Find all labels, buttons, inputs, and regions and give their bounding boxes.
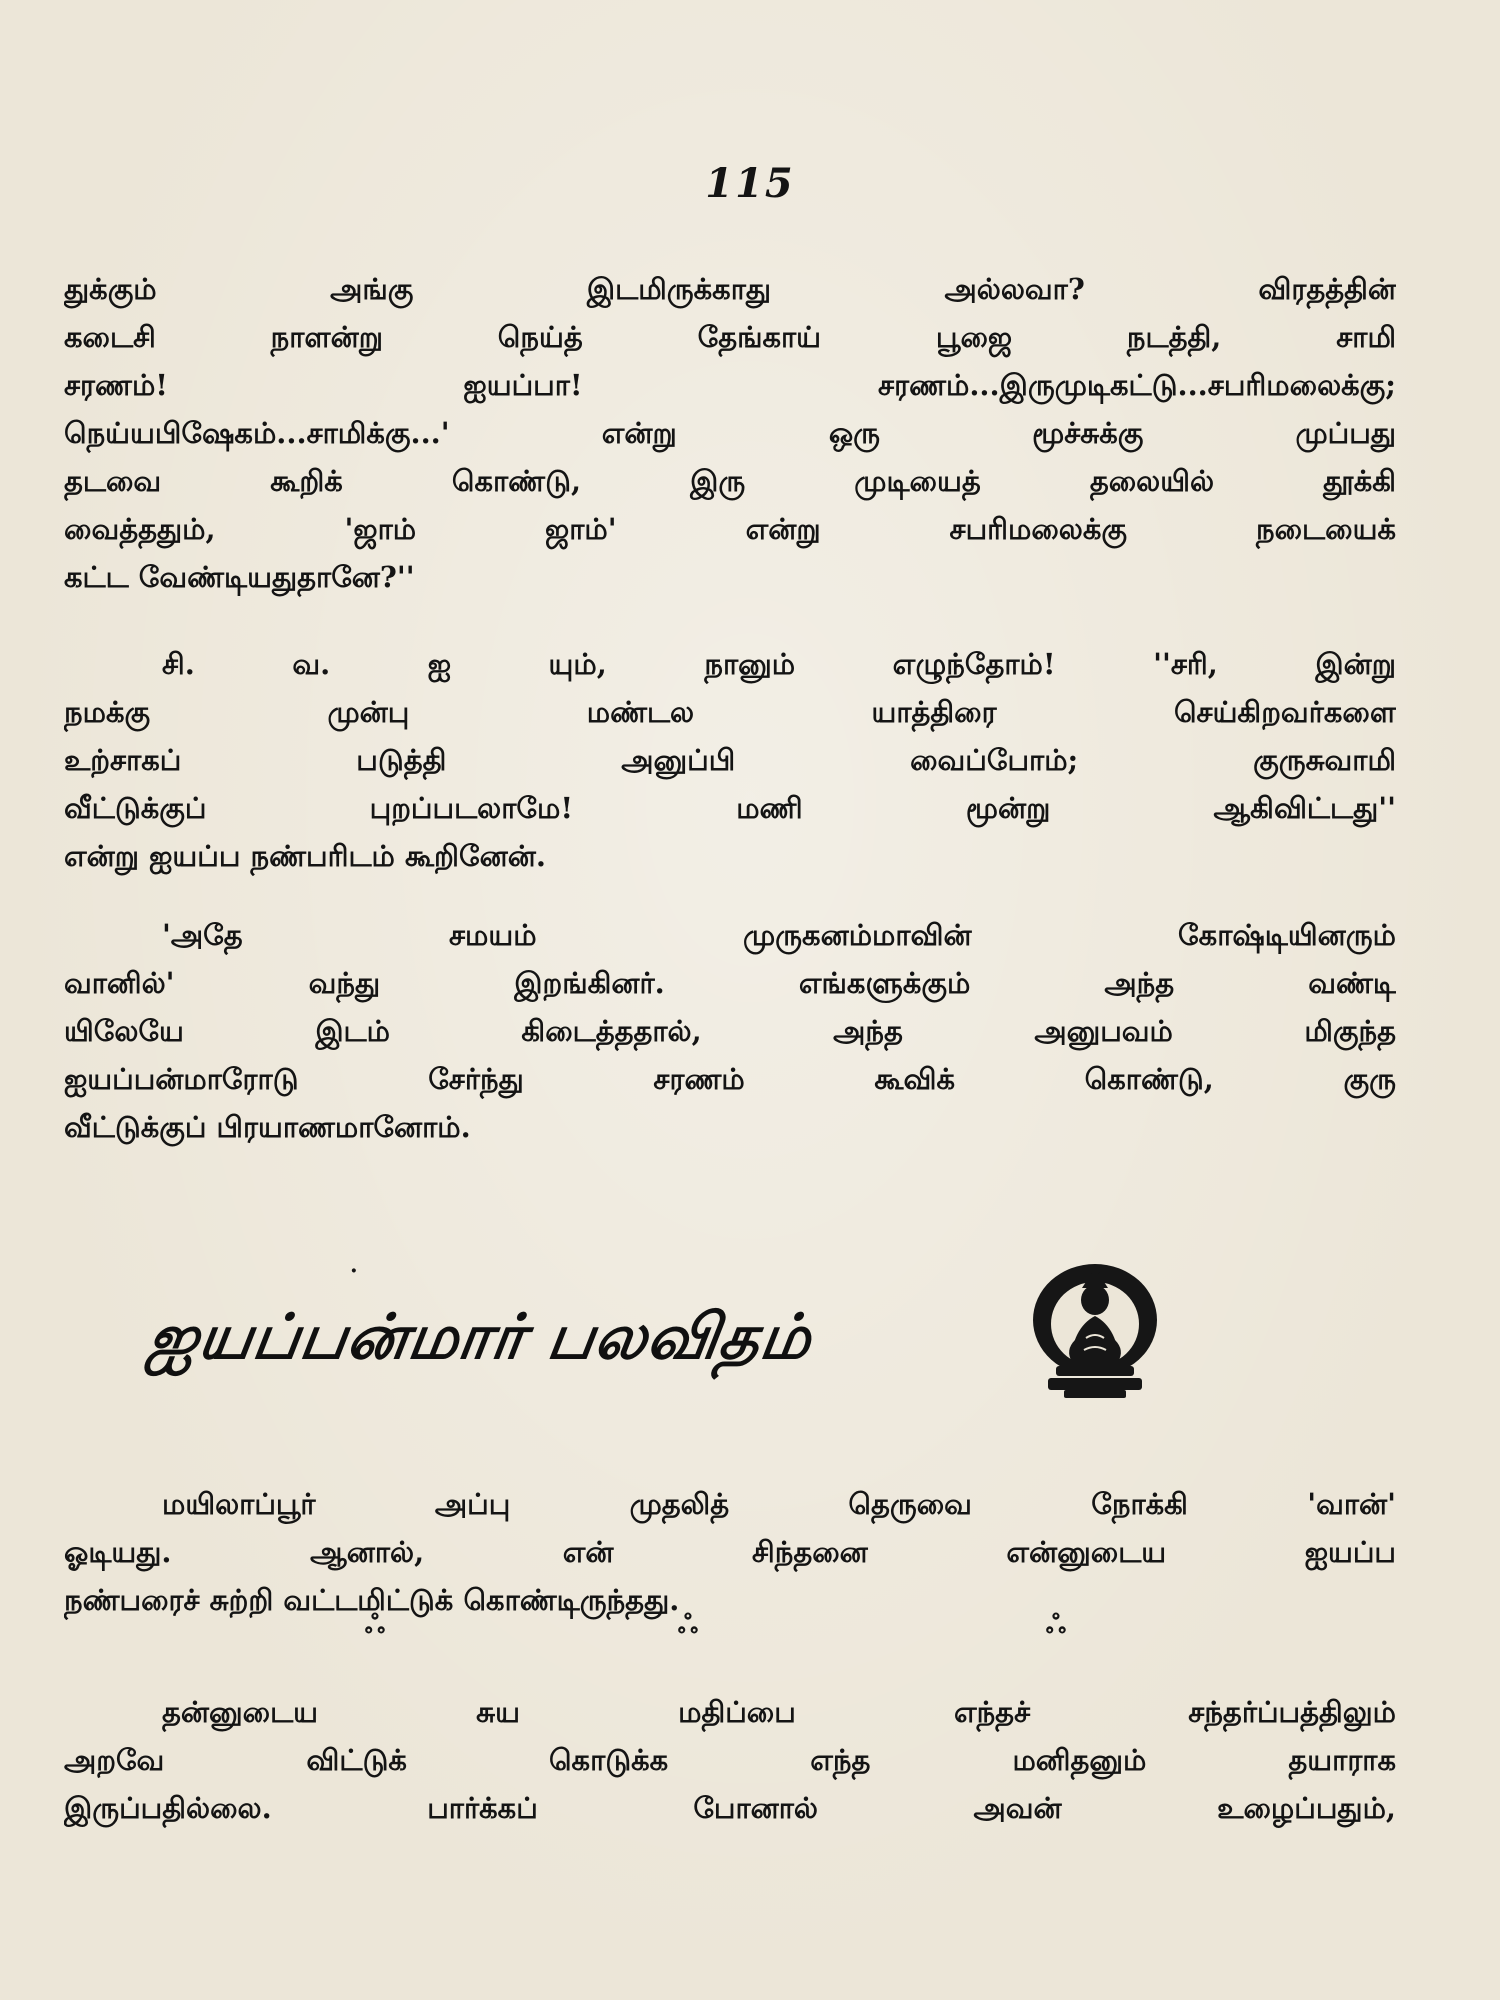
ornament-glyph: ஃ — [677, 1610, 699, 1640]
paragraph-4 — [64, 1480, 1396, 1624]
section-break-ornaments — [0, 1610, 1500, 1650]
text-line: சி. வ. ஐ யும், நானும் எழுந்தோம்! ''சரி, இன்று — [162, 647, 1396, 681]
ornament-glyph: ஃ — [364, 1610, 386, 1640]
text-line: என்று ஐயப்ப நண்பரிடம் கூறினேன். — [64, 839, 546, 873]
paragraph-2 — [64, 640, 1396, 880]
paragraph-3 — [64, 911, 1396, 1151]
text-line: தடவை கூறிக் கொண்டு, இரு முடியைத் தலையில் தூக்கி — [64, 464, 1396, 498]
text-line: நெய்யபிஷேகம்...சாமிக்கு...' என்று ஒரு மூச்சுக்கு முப்பது — [64, 416, 1396, 450]
text-line: வைத்ததும், 'ஜாம் ஜாம்' என்று சபரிமலைக்கு நடையைக் — [64, 512, 1396, 546]
stray-mark: · — [350, 1258, 358, 1284]
text-line: உற்சாகப் படுத்தி அனுப்பி வைப்போம்; குருசுவாமி — [64, 743, 1396, 777]
page-number: 115 — [705, 160, 795, 207]
text-line: ஓடியது. ஆனால், என் சிந்தனை என்னுடைய ஐயப்ப — [64, 1535, 1396, 1569]
text-line: கட்ட வேண்டியதுதானே?'' — [64, 560, 415, 594]
paragraph-1 — [64, 265, 1396, 601]
paragraph-5 — [64, 1688, 1396, 1832]
text-line: வானில்' வந்து இறங்கினர். எங்களுக்கும் அந்த வண்டி — [64, 966, 1396, 1000]
section-title: ஐயப்பன்மார் பலவிதம் — [143, 1300, 817, 1373]
text-line: தன்னுடைய சுய மதிப்பை எந்தச் சந்தர்ப்பத்திலும் — [162, 1695, 1396, 1729]
text-line: அறவே விட்டுக் கொடுக்க எந்த மனிதனும் தயாராக — [64, 1743, 1396, 1777]
ayyappa-deity-icon — [1020, 1258, 1170, 1403]
text-line: வீட்டுக்குப் பிரயாணமானோம். — [64, 1110, 471, 1144]
ornament-glyph: ஃ — [1045, 1610, 1067, 1640]
text-line: யிலேயே இடம் கிடைத்ததால், அந்த அனுபவம் மிகுந்த — [64, 1014, 1396, 1048]
text-line: துக்கும் அங்கு இடமிருக்காது அல்லவா? விரதத்தின் — [64, 272, 1396, 306]
text-line: வீட்டுக்குப் புறப்படலாமே! மணி மூன்று ஆகிவிட்டது'' — [64, 791, 1396, 825]
text-line: இருப்பதில்லை. பார்க்கப் போனால் அவன் உழைப்பதும், — [64, 1791, 1396, 1825]
text-line: நமக்கு முன்பு மண்டல யாத்திரை செய்கிறவர்களை — [64, 695, 1396, 729]
text-line: சரணம்! ஐயப்பா! சரணம்...இருமுடிகட்டு...சபரிமலைக்கு; — [64, 368, 1396, 402]
text-line: நண்பரைச் சுற்றி வட்டமிட்டுக் கொண்டிருந்தது. — [64, 1583, 680, 1617]
text-line: மயிலாப்பூர் அப்பு முதலித் தெருவை நோக்கி 'வான்' — [162, 1487, 1396, 1521]
text-line: கடைசி நாளன்று நெய்த் தேங்காய் பூஜை நடத்தி, சாமி — [64, 320, 1396, 354]
text-line: ஐயப்பன்மாரோடு சேர்ந்து சரணம் கூவிக் கொண்டு, குரு — [64, 1062, 1396, 1096]
text-line: 'அதே சமயம் முருகனம்மாவின் கோஷ்டியினரும் — [162, 918, 1396, 952]
